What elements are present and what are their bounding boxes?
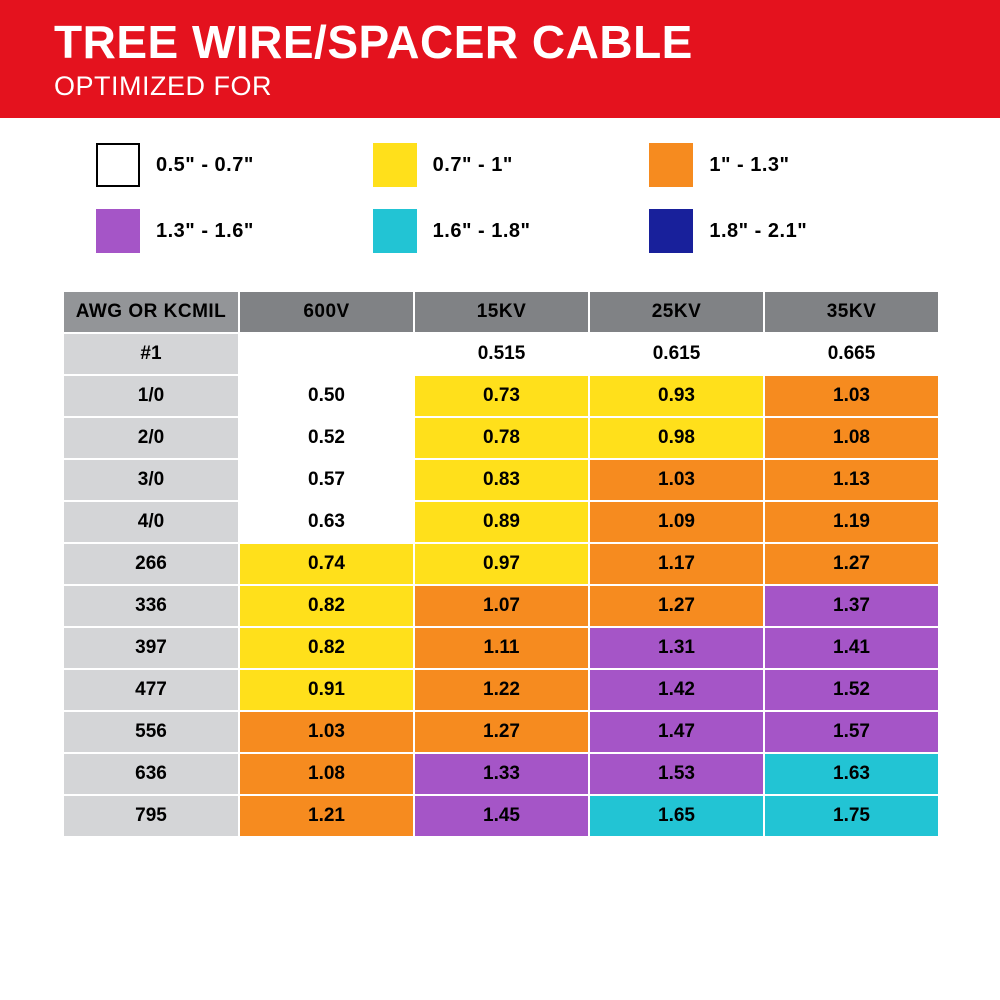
table-cell: 1.03 [239, 711, 414, 753]
table-header-row [63, 291, 939, 333]
table-cell: 0.82 [239, 585, 414, 627]
table-cell: 0.63 [239, 501, 414, 543]
table-head [63, 291, 939, 333]
table-row [63, 543, 939, 585]
table-cell: 0.91 [239, 669, 414, 711]
table-cell: 0.665 [764, 333, 939, 375]
table-cell: 1.21 [239, 795, 414, 837]
table-cell: 1.45 [414, 795, 589, 837]
table-cell: 0.615 [589, 333, 764, 375]
legend-swatch-orange [649, 143, 693, 187]
legend-label-yellow: 0.7" - 1" [432, 153, 513, 176]
table-cell: 1.17 [589, 543, 764, 585]
table-cell: 0.82 [239, 627, 414, 669]
legend-swatch-purple [96, 209, 140, 253]
table-cell: 0.73 [414, 375, 589, 417]
table-cell: 1.27 [764, 543, 939, 585]
table-cell: 0.57 [239, 459, 414, 501]
table-row [63, 417, 939, 459]
row-header-awg: 2/0 [63, 417, 239, 459]
table-cell: 1.07 [414, 585, 589, 627]
spec-table-container [62, 290, 938, 838]
column-header-15kv: 15KV [414, 291, 589, 333]
table-cell: 1.22 [414, 669, 589, 711]
table-cell: 0.52 [239, 417, 414, 459]
table-cell: 0.50 [239, 375, 414, 417]
table-row [63, 627, 939, 669]
row-header-awg: 795 [63, 795, 239, 837]
table-cell: 0.83 [414, 459, 589, 501]
row-header-awg: 477 [63, 669, 239, 711]
table-cell: 1.27 [589, 585, 764, 627]
legend-label-cyan: 1.6" - 1.8" [432, 219, 531, 242]
row-header-awg: 3/0 [63, 459, 239, 501]
table-cell: 1.03 [764, 375, 939, 417]
table-cell: 1.57 [764, 711, 939, 753]
table-cell [239, 333, 414, 375]
legend-row-2 [96, 209, 926, 253]
column-header-25kv: 25KV [589, 291, 764, 333]
table-cell: 1.31 [589, 627, 764, 669]
column-header-600v: 600V [239, 291, 414, 333]
legend-item-purple [96, 209, 373, 253]
table-cell: 1.42 [589, 669, 764, 711]
table-cell: 1.33 [414, 753, 589, 795]
row-header-awg: 556 [63, 711, 239, 753]
row-header-awg: 336 [63, 585, 239, 627]
table-row [63, 333, 939, 375]
table-cell: 1.13 [764, 459, 939, 501]
legend-swatch-blue [649, 209, 693, 253]
legend-label-orange: 1" - 1.3" [709, 153, 790, 176]
table-cell: 1.47 [589, 711, 764, 753]
table-cell: 1.53 [589, 753, 764, 795]
table-cell: 1.11 [414, 627, 589, 669]
legend-item-yellow [373, 143, 650, 187]
legend-label-white: 0.5" - 0.7" [156, 153, 254, 176]
table-cell: 0.93 [589, 375, 764, 417]
table-cell: 1.63 [764, 753, 939, 795]
table-row [63, 459, 939, 501]
table-cell: 0.98 [589, 417, 764, 459]
row-header-awg: 4/0 [63, 501, 239, 543]
table-row [63, 375, 939, 417]
legend-item-blue [649, 209, 926, 253]
table-cell: 0.97 [414, 543, 589, 585]
spec-table [62, 290, 940, 838]
legend [96, 143, 926, 275]
table-cell: 0.74 [239, 543, 414, 585]
page-title: TREE WIRE/SPACER CABLE [54, 16, 693, 68]
table-cell: 1.41 [764, 627, 939, 669]
legend-label-purple: 1.3" - 1.6" [156, 219, 254, 242]
row-header-awg: #1 [63, 333, 239, 375]
table-row [63, 585, 939, 627]
legend-swatch-white [96, 143, 140, 187]
table-row [63, 795, 939, 837]
legend-item-orange [649, 143, 926, 187]
table-cell: 0.78 [414, 417, 589, 459]
table-cell: 1.37 [764, 585, 939, 627]
table-row [63, 753, 939, 795]
table-row [63, 669, 939, 711]
legend-item-cyan [373, 209, 650, 253]
table-cell: 1.75 [764, 795, 939, 837]
table-cell: 0.515 [414, 333, 589, 375]
table-body [63, 333, 939, 837]
row-header-awg: 397 [63, 627, 239, 669]
table-row [63, 711, 939, 753]
table-cell: 1.19 [764, 501, 939, 543]
header-banner [0, 0, 1000, 118]
legend-item-white [96, 143, 373, 187]
table-cell: 0.89 [414, 501, 589, 543]
legend-label-blue: 1.8" - 2.1" [709, 219, 808, 242]
row-header-awg: 636 [63, 753, 239, 795]
row-header-awg: 266 [63, 543, 239, 585]
table-cell: 1.27 [414, 711, 589, 753]
table-row [63, 501, 939, 543]
column-header-35kv: 35KV [764, 291, 939, 333]
legend-swatch-cyan [373, 209, 417, 253]
table-cell: 1.03 [589, 459, 764, 501]
row-header-awg: 1/0 [63, 375, 239, 417]
legend-row-1 [96, 143, 926, 187]
table-cell: 1.09 [589, 501, 764, 543]
column-header-awg: AWG OR KCMIL [63, 291, 239, 333]
table-cell: 1.52 [764, 669, 939, 711]
page-subtitle: OPTIMIZED FOR [54, 71, 272, 101]
table-cell: 1.65 [589, 795, 764, 837]
table-cell: 1.08 [764, 417, 939, 459]
legend-swatch-yellow [373, 143, 417, 187]
table-cell: 1.08 [239, 753, 414, 795]
